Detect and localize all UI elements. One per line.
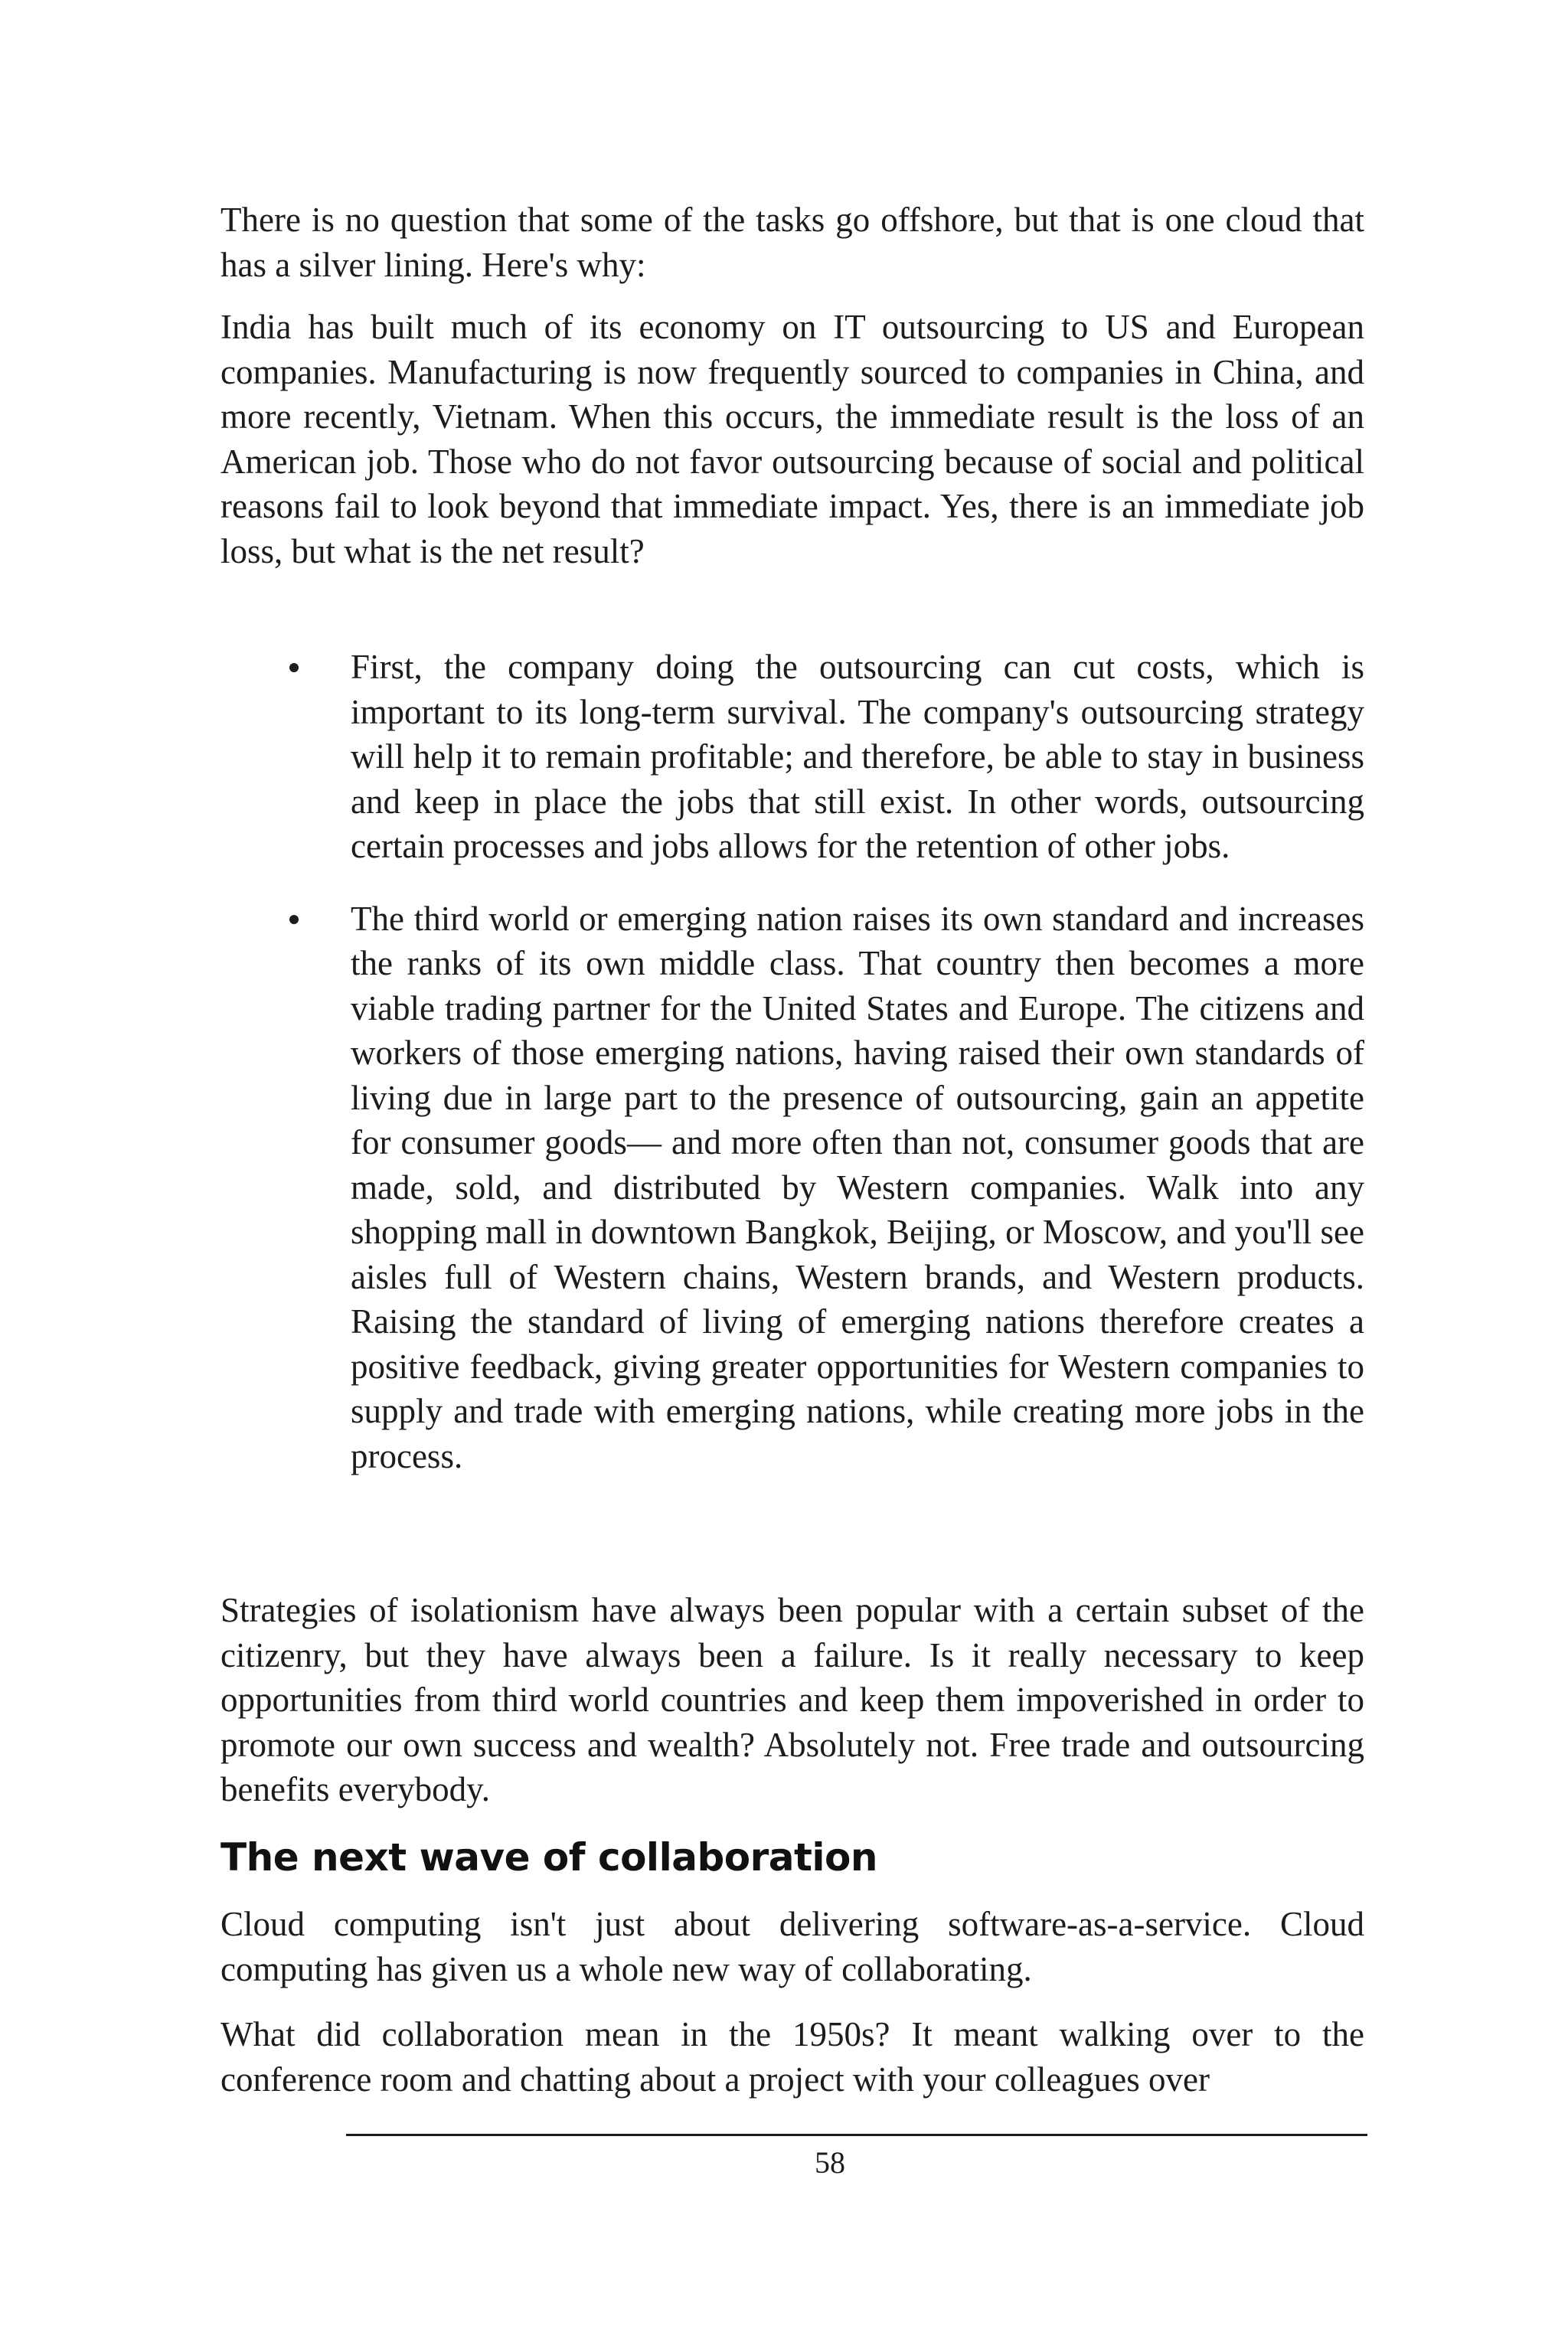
paragraph-offshore-intro: There is no question that some of the tasks go offshore, but that is one cloud that has a silver lining. Here's why:	[220, 201, 1364, 284]
benefits-list	[220, 645, 1364, 1478]
list-item	[220, 897, 1364, 1479]
bullet-icon	[289, 663, 299, 672]
paragraph-1950s-collaboration: What did collaboration mean in the 1950s? It meant walking over to the conference room and chatting about a project with your colleagues over	[220, 2015, 1364, 2099]
bullet-text-cost-cutting: First, the company doing the outsourcing can cut costs, which is important to its long-term survival. The company's outsourcing strategy will help it to remain profitable; and therefore, be able to stay in business and keep in place the jobs that still exist. In other words, outsourcing certain processes and jobs allows for the retention of other jobs.	[351, 648, 1364, 865]
footer-divider	[346, 2134, 1367, 2136]
paragraph-india-outsourcing: India has built much of its economy on IT outsourcing to US and European companies. Manufacturing is now frequently sourced to companies in China, and more recently, Vietnam. When this occurs, the immediate result is the loss of an American job. Those who do not favor outsourcing because of social and political reasons fail to look beyond that immediate impact. Yes, there is an immediate job loss, but what is the net result?	[220, 308, 1364, 570]
paragraph-isolationism: Strategies of isolationism have always been popular with a certain subset of the citizenry, but they have always been a failure. Is it really necessary to keep opportunities from third world countries and keep them impoverished in order to promote our own success and wealth? Absolutely not. Free trade and outsourcing benefits everybody.	[220, 1591, 1364, 1808]
paragraph-cloud-collaboration: Cloud computing isn't just about delivering software-as-a-service. Cloud computing has given us a whole new way of collaborating.	[220, 1905, 1364, 1988]
list-item	[220, 645, 1364, 869]
page-number: 58	[815, 2145, 845, 2180]
bullet-icon	[289, 915, 299, 924]
bullet-text-emerging-nations: The third world or emerging nation raises its own standard and increases the ranks of its own middle class. That country then becomes a more viable trading partner for the United States and Europe. The citizens and workers of those emerging nations, having raised their own standards of living due in large part to the presence of outsourcing, gain an appetite for consumer goods— and more often than not, consumer goods that are made, sold, and distributed by Western companies. Walk into any shopping mall in downtown Bangkok, Beijing, or Moscow, and you'll see aisles full of Western chains, Western brands, and Western products. Raising the standard of living of emerging nations therefore creates a positive feedback, giving greater opportunities for Western companies to supply and trade with emerging nations, while creating more jobs in the process.	[351, 899, 1364, 1475]
section-heading: The next wave of collaboration	[220, 1835, 877, 1880]
